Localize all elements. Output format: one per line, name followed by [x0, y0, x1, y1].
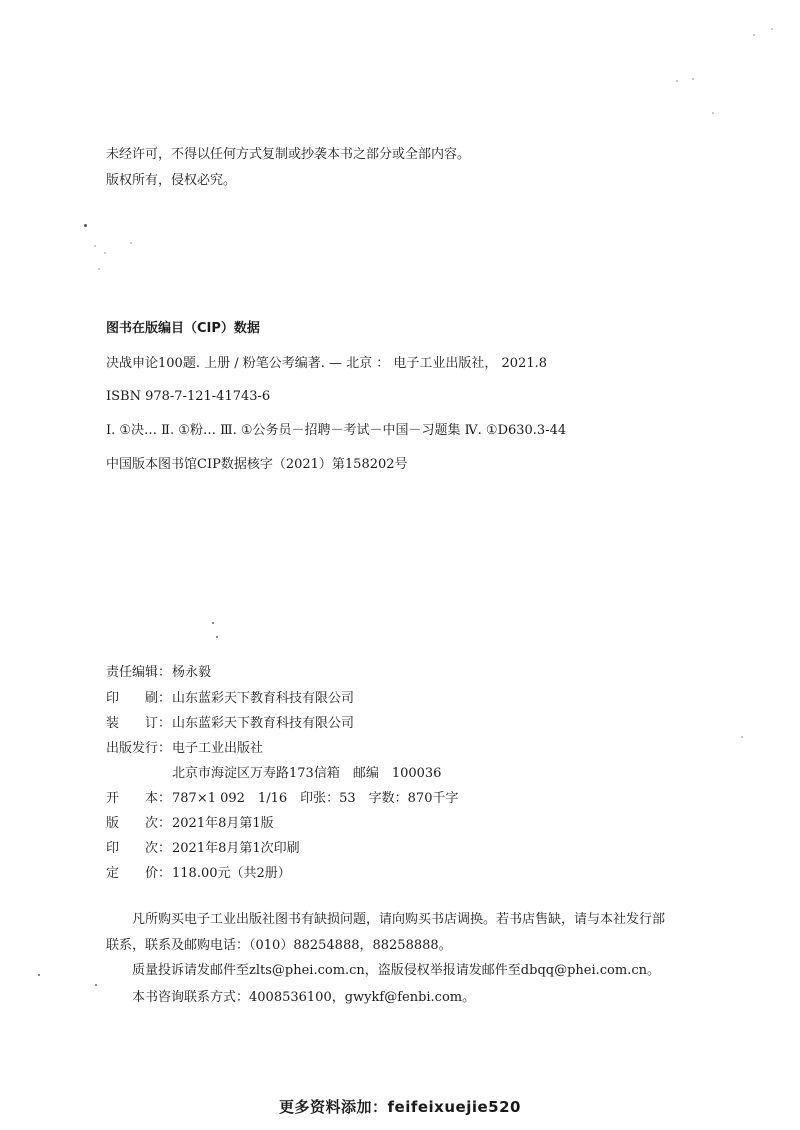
- credit-value: 杨永毅: [172, 665, 212, 680]
- scan-speck: [130, 242, 132, 244]
- credit-editor: [106, 664, 211, 682]
- credit-label: 出版发行：: [106, 741, 172, 756]
- scan-speck: [216, 636, 218, 638]
- credit-binding: [106, 715, 354, 733]
- scan-speck: [712, 112, 714, 114]
- footer-contact: 更多资料添加：feifeixuejie520: [279, 1098, 521, 1116]
- credit-label: 印 刷：: [106, 691, 172, 706]
- copyright-line-1: 未经许可，不得以任何方式复制或抄袭本书之部分或全部内容。: [106, 147, 471, 162]
- credit-value: 118.00元（共2册）: [172, 866, 291, 881]
- scan-speck: [94, 245, 96, 247]
- scan-speck: [692, 78, 694, 80]
- credit-label: 定 价：: [106, 866, 172, 881]
- credit-price: [106, 865, 291, 883]
- credit-publisher: [106, 740, 263, 758]
- cip-classification: Ⅰ. ①决… Ⅱ. ①粉… Ⅲ. ①公务员－招聘－考试－中国－习题集 Ⅳ. ①D630.3-44: [106, 423, 567, 438]
- scan-speck: [38, 974, 40, 976]
- credit-address: 北京市海淀区万寿路173信箱 邮编 100036: [172, 766, 442, 781]
- scan-speck: [676, 80, 678, 82]
- credit-printing: [106, 690, 354, 708]
- credit-label: 责任编辑：: [106, 665, 172, 680]
- scan-speck: [104, 252, 106, 254]
- credit-value: 山东蓝彩天下教育科技有限公司: [172, 691, 355, 706]
- notice-line-1: 凡所购买电子工业出版社图书有缺损问题，请向购买书店调换。若书店售缺，请与本社发行部: [132, 912, 666, 927]
- credit-label: 版 次：: [106, 816, 172, 831]
- credit-value: 电子工业出版社: [172, 741, 264, 756]
- cip-isbn: ISBN 978-7-121-41743-6: [106, 389, 271, 404]
- credit-value: 787×1 092 1/16 印张：53 字数：870千字: [172, 791, 459, 806]
- copyright-line-2: 版权所有，侵权必究。: [106, 173, 237, 188]
- notice-line-2: 联系，联系及邮购电话：（010）88254888，88258888。: [106, 938, 452, 953]
- scan-speck: [753, 34, 755, 36]
- credit-format: [106, 790, 458, 808]
- scan-speck: [95, 984, 97, 986]
- credit-value: 2021年8月第1次印刷: [172, 841, 300, 856]
- scan-speck: [741, 736, 743, 738]
- credit-impression: [106, 840, 300, 858]
- credit-label: 开 本：: [106, 791, 172, 806]
- credit-label: 装 订：: [106, 716, 172, 731]
- credit-label: 印 次：: [106, 841, 172, 856]
- scan-speck: [212, 622, 214, 624]
- credit-value: 山东蓝彩天下教育科技有限公司: [172, 716, 355, 731]
- cip-number: 中国版本图书馆CIP数据核字（2021）第158202号: [106, 457, 408, 472]
- cip-title: 图书在版编目（CIP）数据: [106, 321, 260, 336]
- scan-speck: [771, 28, 773, 30]
- notice-line-4: 本书咨询联系方式：4008536100，gwykf@fenbi.com。: [132, 990, 476, 1005]
- credit-value: 2021年8月第1版: [172, 816, 274, 831]
- notice-line-3: 质量投诉请发邮件至zlts@phei.com.cn，盗版侵权举报请发邮件至dbqq@phei.com.cn。: [132, 963, 660, 978]
- cip-entry: 决战申论100题. 上册 / 粉笔公考编著. — 北京 ： 电子工业出版社， 2021.8: [106, 356, 548, 371]
- scan-speck: [84, 224, 87, 227]
- scan-speck: [98, 268, 100, 270]
- credit-edition: [106, 815, 274, 833]
